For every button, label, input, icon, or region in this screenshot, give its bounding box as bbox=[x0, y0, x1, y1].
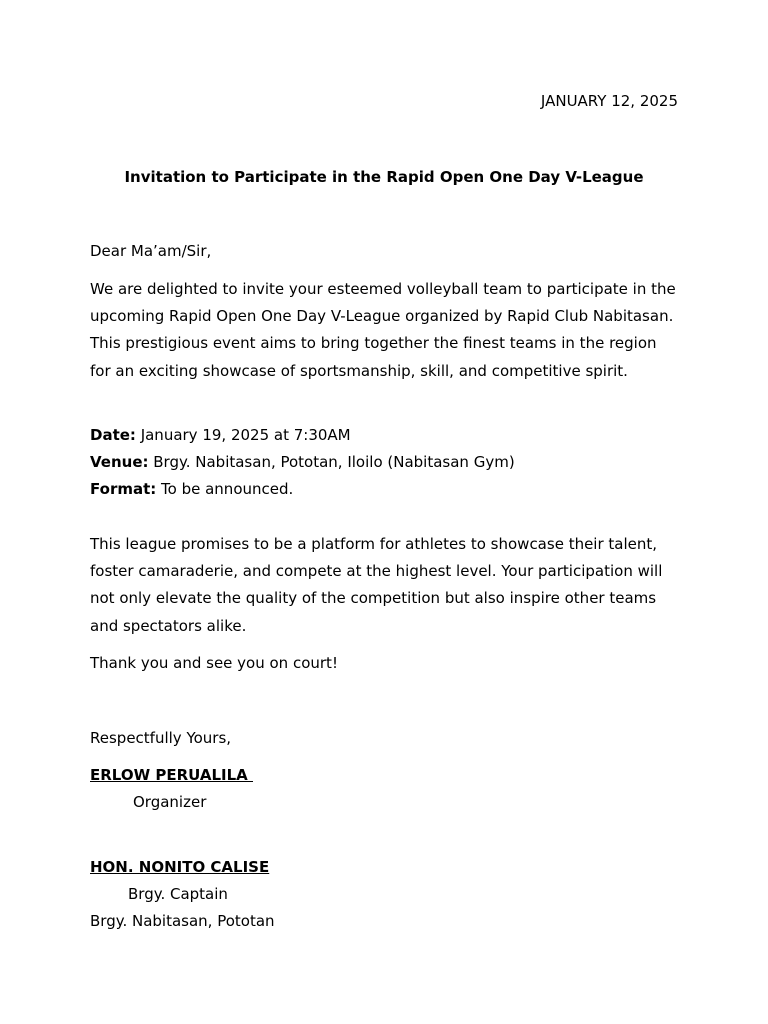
detail-date-value: January 19, 2025 at 7:30AM bbox=[135, 426, 351, 444]
detail-venue bbox=[90, 452, 515, 472]
detail-date bbox=[90, 425, 351, 445]
intro-paragraph: We are delighted to invite your esteemed volleyball team to participate in the upcoming Rapid Open One Day V-League organized by Rapid Club Nabitasan. This prestigious event aims to bring together the finest teams in the region for an exciting showcase of sportsmanship, skill, and competitive spirit. bbox=[90, 280, 676, 380]
letter-title: Invitation to Participate in the Rapid Open One Day V-League bbox=[124, 168, 644, 186]
signatory-role-captain: Brgy. Captain bbox=[128, 885, 228, 903]
detail-format-label: Format: bbox=[90, 480, 157, 498]
body-paragraph: This league promises to be a platform for athletes to showcase their talent, foster camaraderie, and compete at the highest level. Your participation will not only elevate the quality of the competition but also inspire other teams and spectators alike. bbox=[90, 535, 663, 635]
signatory-location-captain: Brgy. Nabitasan, Pototan bbox=[90, 912, 275, 930]
thanks-line: Thank you and see you on court! bbox=[90, 654, 338, 672]
detail-format bbox=[90, 479, 293, 499]
letter-date: JANUARY 12, 2025 bbox=[540, 92, 678, 110]
signatory-name-organizer: ERLOW PERUALILA bbox=[90, 766, 253, 784]
detail-date-label: Date: bbox=[90, 426, 136, 444]
salutation: Dear Ma’am/Sir, bbox=[90, 242, 212, 260]
detail-venue-label: Venue: bbox=[90, 453, 149, 471]
detail-format-value: To be announced. bbox=[156, 480, 294, 498]
detail-venue-value: Brgy. Nabitasan, Pototan, Iloilo (Nabitasan Gym) bbox=[148, 453, 515, 471]
signatory-name-captain: HON. NONITO CALISE bbox=[90, 858, 270, 876]
signatory-role-organizer: Organizer bbox=[133, 793, 207, 811]
closing-line: Respectfully Yours, bbox=[90, 729, 232, 747]
